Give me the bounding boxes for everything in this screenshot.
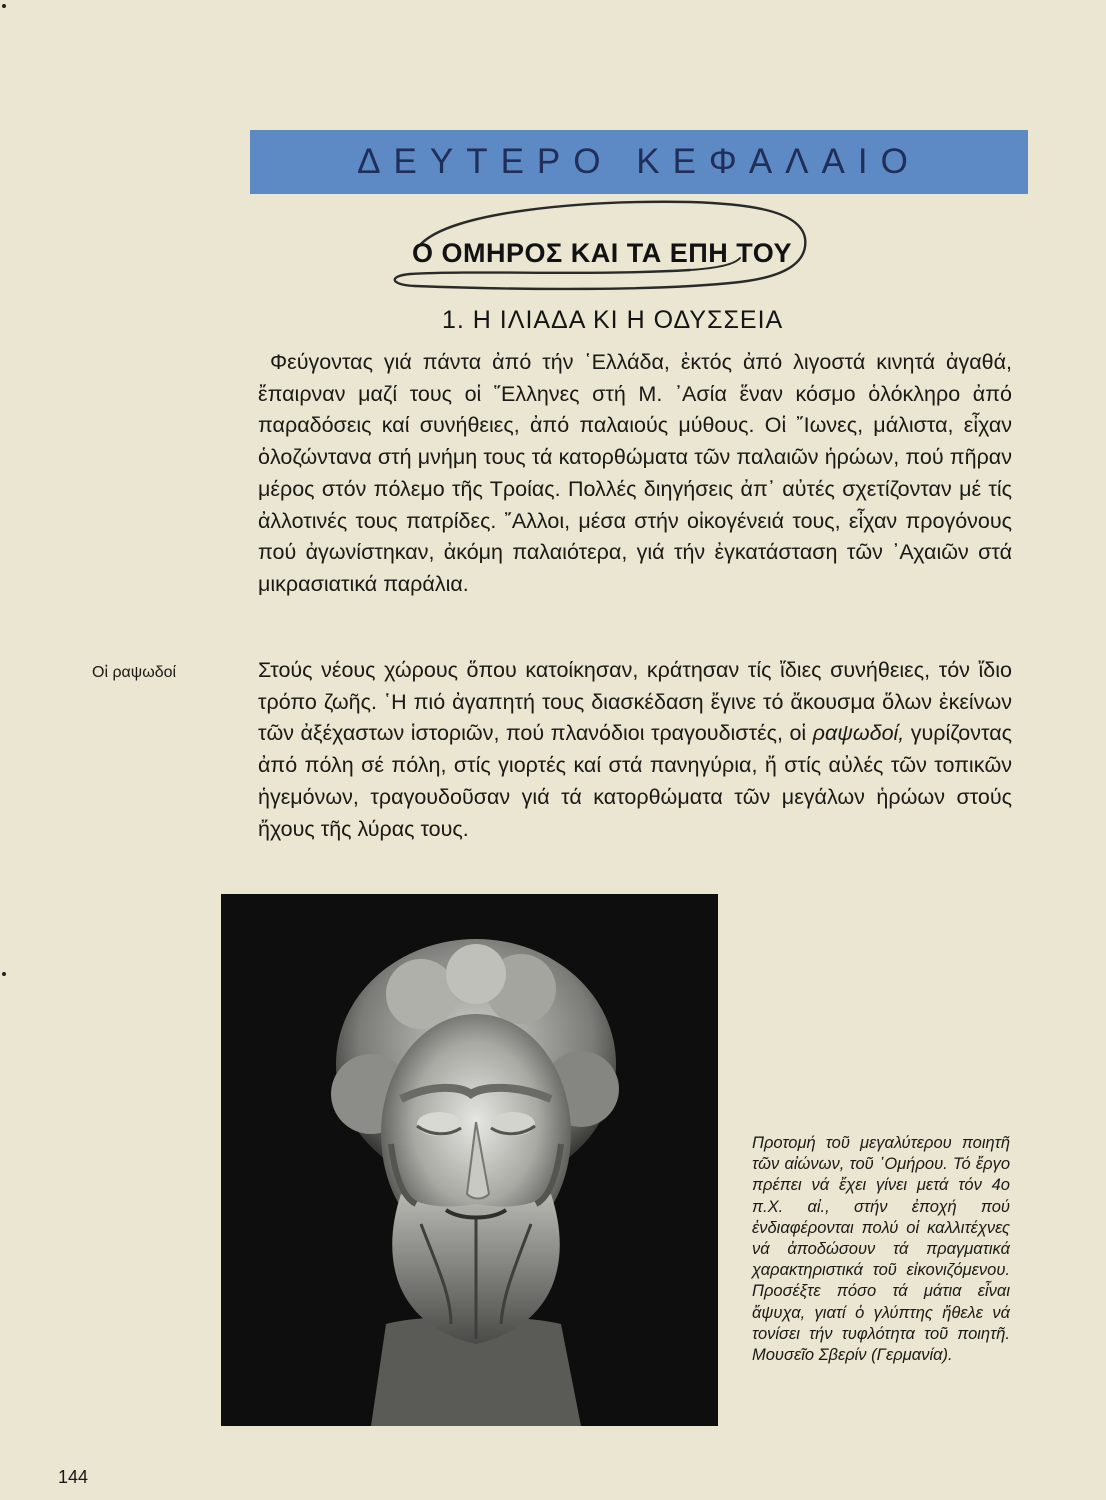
chapter-banner — [250, 130, 1028, 194]
scan-mark — [2, 4, 6, 8]
homer-bust-photo — [221, 894, 718, 1426]
rhapsodes-term: ραψωδοί, — [812, 721, 905, 746]
paragraph-2-text-b: γυρίζοντας ἀπό πόλη σέ πόλη, στίς γιορτές καί στά πανηγύρια, ἤ στίς αὐλές τῶν τοπικῶν ἡγεμόνων, τραγουδοῦσαν γιά τά κατορθώματα τῶν μεγάλων ἡρώων στούς ἤχους τῆς λύρας τους. — [258, 721, 1012, 841]
body-paragraph-1: Φεύγοντας γιά πάντα ἀπό τήν ῾Ελλάδα, ἐκτός ἀπό λιγοστά κινητά ἀγαθά, ἔπαιρναν μαζί τους οἱ ῞Ελληνες στή Μ. ᾿Ασία ἕναν κόσμο ὁλόκληρο ἀπό παραδόσεις καί συνήθειες, ἀπό παλαιούς μύθους. Οἱ ῎Ιωνες, μάλιστα, εἶχαν ὁλοζώντανα στή μνήμη τους τά κατορθώματα τῶν παλαιῶν ἡρώων, πού πῆραν μέρος στόν πόλεμο τῆς Τροίας. Πολλές διηγήσεις ἀπ᾿ αὐτές σχετίζονταν μέ τίς ἀλλοτινές τους πατρίδες. ῎Αλλοι, μέσα στήν οἰκογένειά τους, εἶχαν προγόνους πού ἀγωνίστηκαν, ἀκόμη παλαιότερα, γιά τήν ἐγκατάσταση τῶν ᾿Αχαιῶν στά μικρασιατικά παράλια. — [258, 350, 1012, 596]
paragraph-2-text-a: Στούς νέους χώρους ὅπου κατοίκησαν, κράτησαν τίς ἴδιες συνήθειες, τόν ἴδιο τρόπο ζωῆς. ῾Η πιό ἀγαπητή τους διασκέδαση ἔγινε τό ἄκουσμα ὅλων ἐκείνων τῶν ἀξέχαστων ἱστοριῶν, πού πλανόδιοι τραγουδιστές, οἱ — [258, 658, 1012, 746]
section-heading: 1. Η ΙΛΙΑΔΑ ΚΙ Η ΟΔΥΣΣΕΙΑ — [442, 306, 784, 334]
homer-bust-illustration — [221, 894, 718, 1426]
body-paragraph-2 — [258, 655, 1012, 845]
margin-note: Οἱ ραψωδοί — [92, 664, 177, 681]
figure-caption: Προτομή τοῦ μεγαλύτερου ποιητῆ τῶν αἰώνων, τοῦ ῾Ομήρου. Τό ἔργο πρέπει νά ἔχει γίνει μετά τόν 4ο π.Χ. αἰ., στήν ἐποχή πού ἐνδιαφέρονται πολύ οἱ καλλιτέχνες νά ἀποδώσουν τά πραγματικά χαρακτηριστικά τοῦ εἰκονιζόμενου. Προσέξτε πόσο τά μάτια εἶναι ἄψυχα, γιατί ὁ γλύπτης ἤθελε νά τονίσει τήν τυφλότητα τοῦ ποιητῆ. Μουσεῖο Σβερίν (Γερμανία). — [752, 1134, 1010, 1365]
chapter-title: Ο ΟΜΗΡΟΣ ΚΑΙ ΤΑ ΕΠΗ ΤΟΥ — [412, 238, 792, 268]
scan-mark — [2, 972, 6, 976]
page-number: 144 — [58, 1467, 89, 1487]
chapter-number: ΔΕΥΤΕΡΟ ΚΕΦΑΛΑΙΟ — [357, 142, 921, 181]
